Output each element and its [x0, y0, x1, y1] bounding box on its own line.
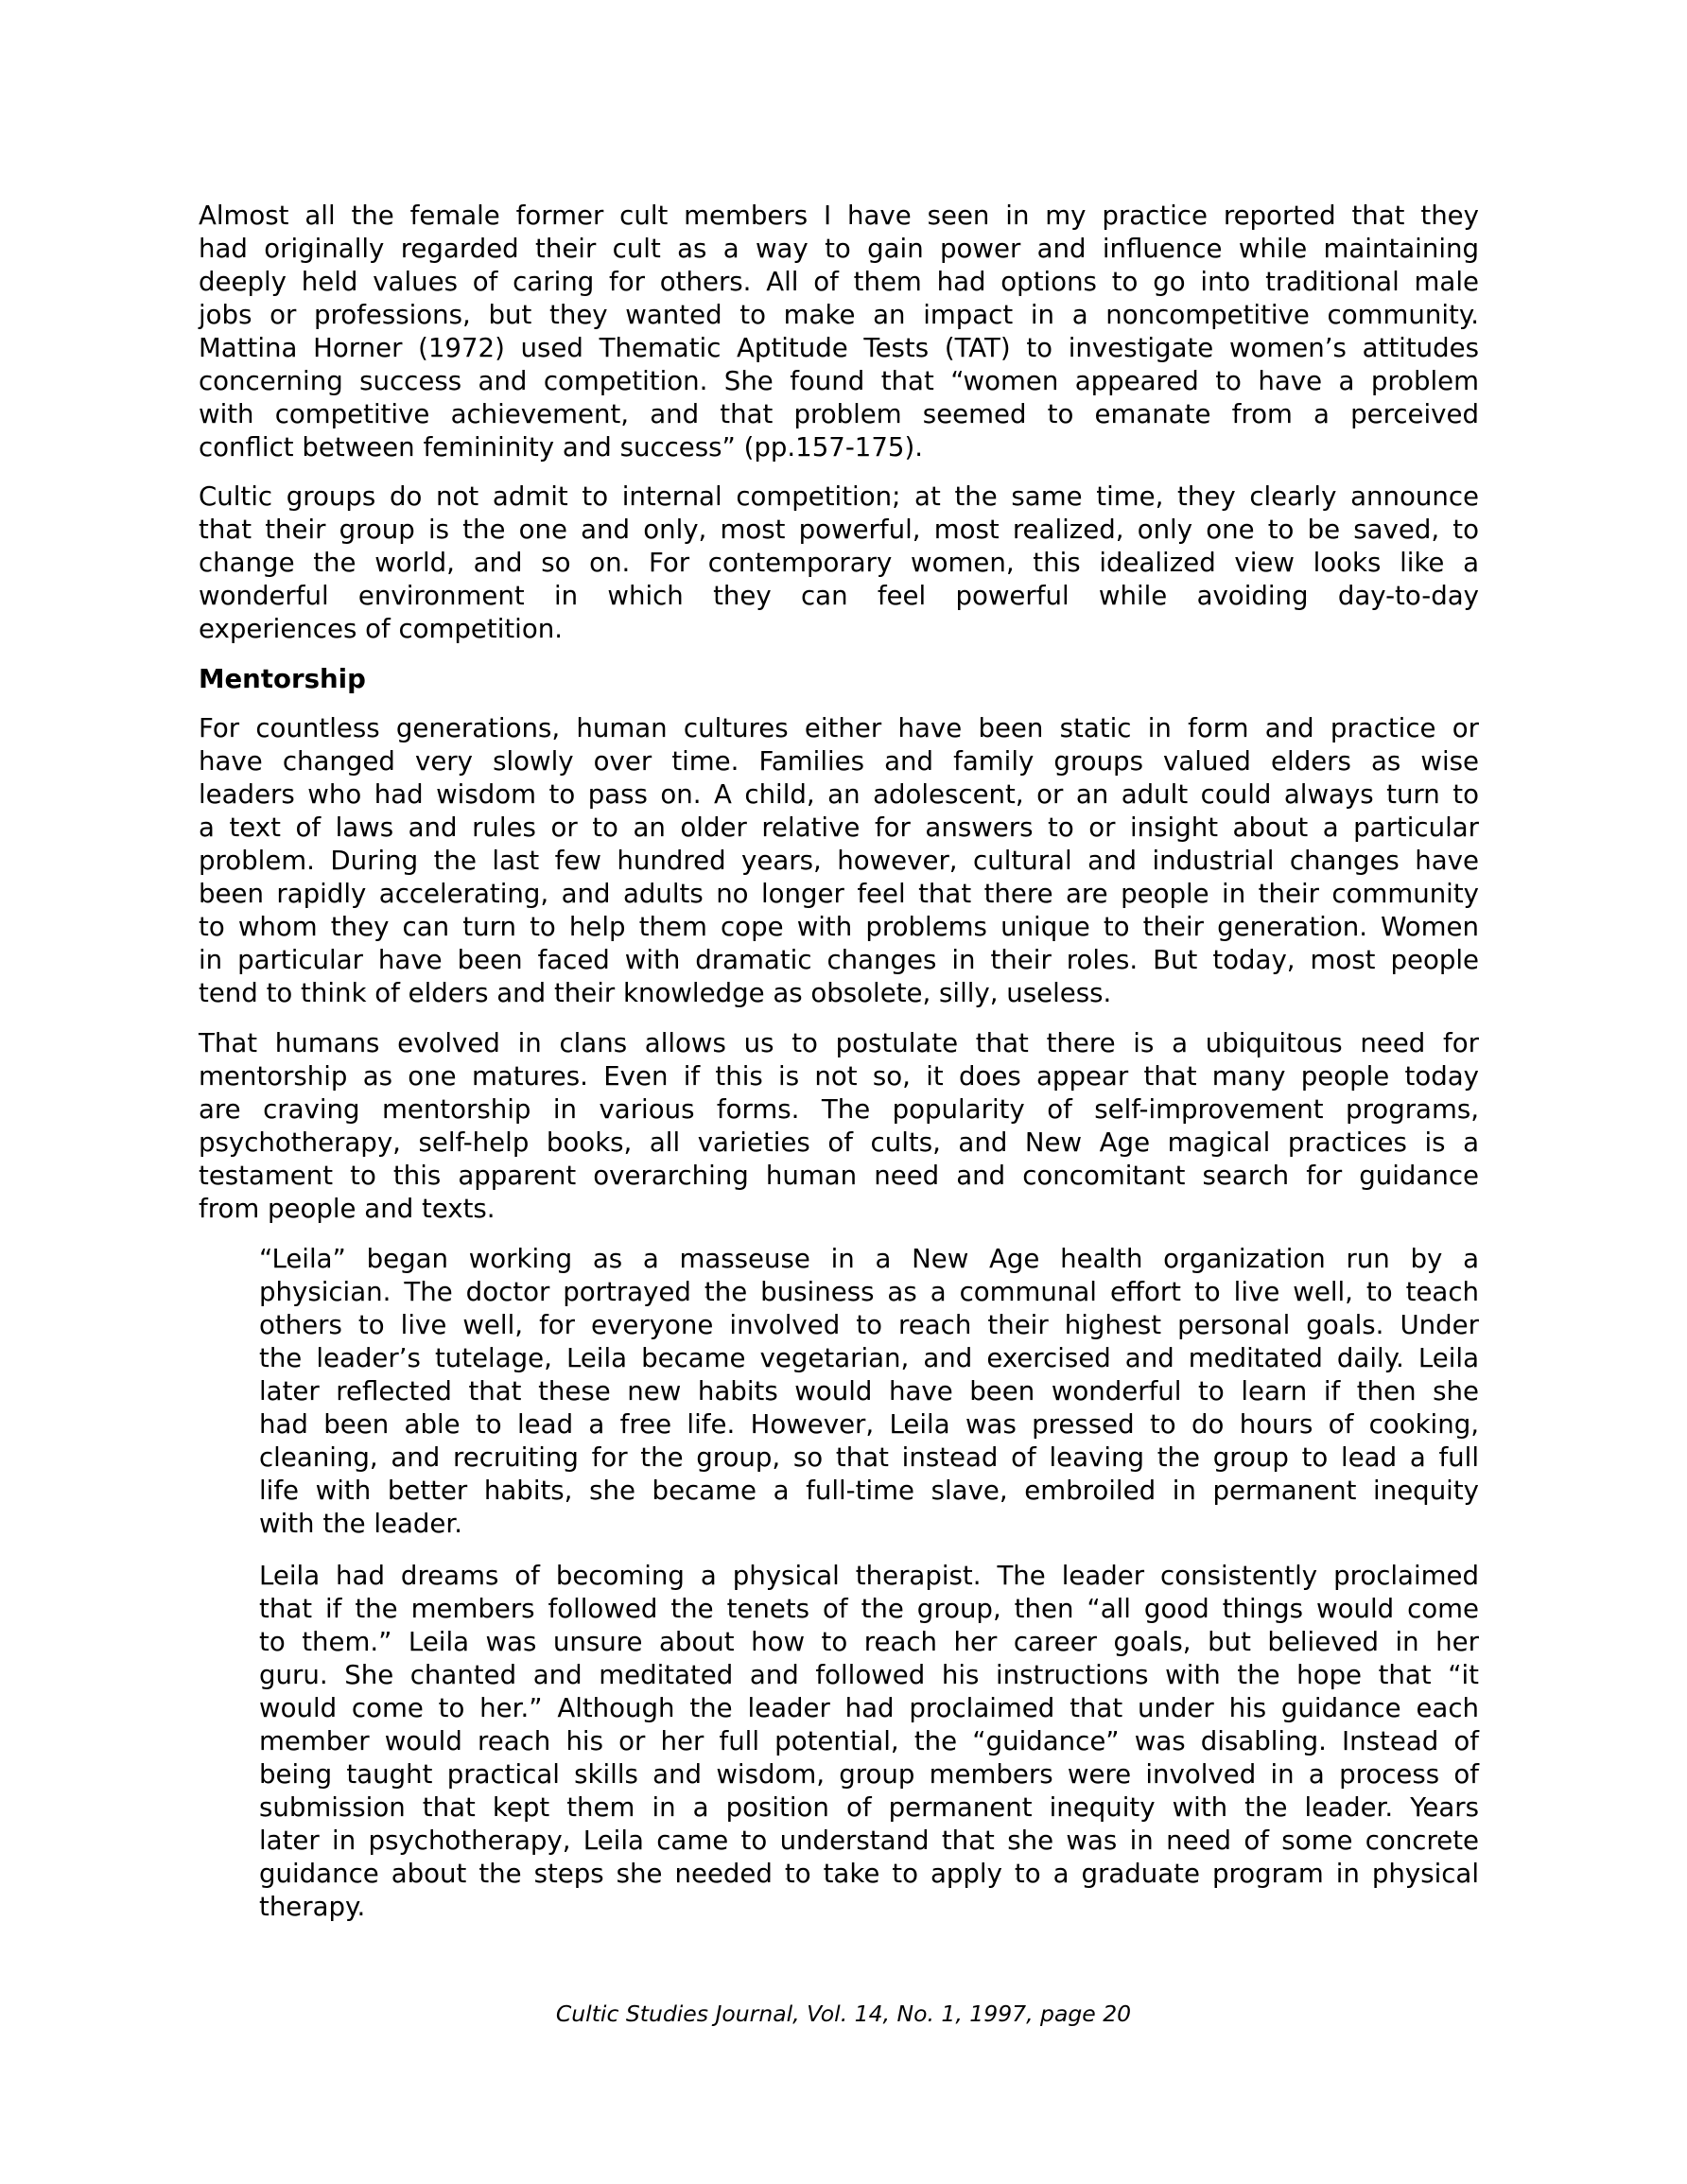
- text-line: jobs or professions, but they wanted to make an impact in a noncompetitive community.: [199, 299, 1479, 330]
- text-line: the leader’s tutelage, Leila became vegetarian, and exercised and meditated daily. Leila: [259, 1342, 1479, 1373]
- block-quote-leila-therapist: [259, 1559, 1479, 1923]
- paragraph-generations: [199, 711, 1479, 1009]
- page-footer-citation: Cultic Studies Journal, Vol. 14, No. 1, 1997, page 20: [555, 2001, 1132, 2027]
- text-line: wonderful environment in which they can feel powerful while avoiding day-to-day: [199, 580, 1479, 611]
- text-line: problem. During the last few hundred years, however, cultural and industrial changes have: [199, 845, 1479, 876]
- text-line: had originally regarded their cult as a way to gain power and influence while maintaining: [199, 233, 1479, 264]
- text-line: guidance about the steps she needed to take to apply to a graduate program in physical: [259, 1858, 1479, 1889]
- text-line: physician. The doctor portrayed the business as a communal effort to live well, to teach: [259, 1276, 1479, 1307]
- section-heading-mentorship: Mentorship: [199, 663, 366, 694]
- text-line: had been able to lead a free life. However, Leila was pressed to do hours of cooking,: [259, 1408, 1479, 1440]
- text-line: Almost all the female former cult members I have seen in my practice reported that they: [199, 200, 1479, 231]
- paragraph-cultic-groups: [199, 480, 1479, 645]
- text-line: mentorship as one matures. Even if this is not so, it does appear that many people today: [199, 1060, 1479, 1092]
- paragraph-clans: [199, 1026, 1479, 1225]
- text-line: psychotherapy, self-help books, all varieties of cults, and New Age magical practices is a: [199, 1127, 1479, 1158]
- text-line: member would reach his or her full potential, the “guidance” was disabling. Instead of: [259, 1725, 1479, 1756]
- text-line: from people and texts.: [199, 1193, 496, 1224]
- text-line: to them.” Leila was unsure about how to reach her career goals, but believed in her: [259, 1626, 1479, 1657]
- text-line: Leila had dreams of becoming a physical therapist. The leader consistently proclaimed: [259, 1560, 1479, 1591]
- text-line: testament to this apparent overarching human need and concomitant search for guidance: [199, 1160, 1479, 1191]
- text-line: would come to her.” Although the leader had proclaimed that under his guidance each: [259, 1692, 1479, 1723]
- paragraph-cult-members: [199, 199, 1479, 463]
- text-line: deeply held values of caring for others. All of them had options to go into traditional male: [199, 266, 1479, 297]
- text-line: have changed very slowly over time. Families and family groups valued elders as wise: [199, 745, 1479, 777]
- text-line: guru. She chanted and meditated and followed his instructions with the hope that “it: [259, 1659, 1479, 1690]
- text-line: life with better habits, she became a full-time slave, embroiled in permanent inequity: [259, 1475, 1479, 1506]
- text-line: “Leila” began working as a masseuse in a New Age health organization run by a: [259, 1243, 1479, 1274]
- text-line: cleaning, and recruiting for the group, so that instead of leaving the group to lead a full: [259, 1441, 1479, 1473]
- text-line: conflict between femininity and success” (pp.157-175).: [199, 431, 923, 463]
- text-line: to whom they can turn to help them cope with problems unique to their generation. Women: [199, 911, 1479, 942]
- text-line: That humans evolved in clans allows us to postulate that there is a ubiquitous need for: [199, 1027, 1479, 1058]
- text-line: concerning success and competition. She found that “women appeared to have a problem: [199, 365, 1479, 396]
- text-line: For countless generations, human cultures either have been static in form and practice or: [199, 712, 1479, 743]
- text-line: others to live well, for everyone involved to reach their highest personal goals. Under: [259, 1309, 1479, 1340]
- text-line: Mattina Horner (1972) used Thematic Aptitude Tests (TAT) to investigate women’s attitudes: [199, 332, 1479, 363]
- text-line: later in psychotherapy, Leila came to understand that she was in need of some concrete: [259, 1825, 1479, 1856]
- text-line: tend to think of elders and their knowledge as obsolete, silly, useless.: [199, 977, 1112, 1008]
- text-line: submission that kept them in a position of permanent inequity with the leader. Years: [259, 1791, 1479, 1823]
- text-line: in particular have been faced with dramatic changes in their roles. But today, most people: [199, 944, 1479, 975]
- text-line: been rapidly accelerating, and adults no longer feel that there are people in their community: [199, 878, 1479, 909]
- text-line: therapy.: [259, 1891, 366, 1922]
- text-line: with the leader.: [259, 1508, 462, 1539]
- block-quote-leila-masseuse: [259, 1242, 1479, 1540]
- text-line: change the world, and so on. For contemporary women, this idealized view looks like a: [199, 547, 1479, 578]
- text-line: experiences of competition.: [199, 613, 563, 644]
- text-line: are craving mentorship in various forms. The popularity of self-improvement programs,: [199, 1093, 1479, 1125]
- text-line: with competitive achievement, and that problem seemed to emanate from a perceived: [199, 398, 1479, 429]
- text-line: a text of laws and rules or to an older relative for answers to or insight about a particular: [199, 812, 1479, 843]
- text-line: that their group is the one and only, most powerful, most realized, only one to be saved, to: [199, 514, 1479, 545]
- text-line: leaders who had wisdom to pass on. A child, an adolescent, or an adult could always turn to: [199, 778, 1479, 810]
- text-line: Cultic groups do not admit to internal competition; at the same time, they clearly announce: [199, 480, 1479, 512]
- text-line: being taught practical skills and wisdom, group members were involved in a process of: [259, 1758, 1479, 1790]
- text-line: that if the members followed the tenets of the group, then “all good things would come: [259, 1593, 1479, 1624]
- text-line: later reflected that these new habits would have been wonderful to learn if then she: [259, 1375, 1479, 1406]
